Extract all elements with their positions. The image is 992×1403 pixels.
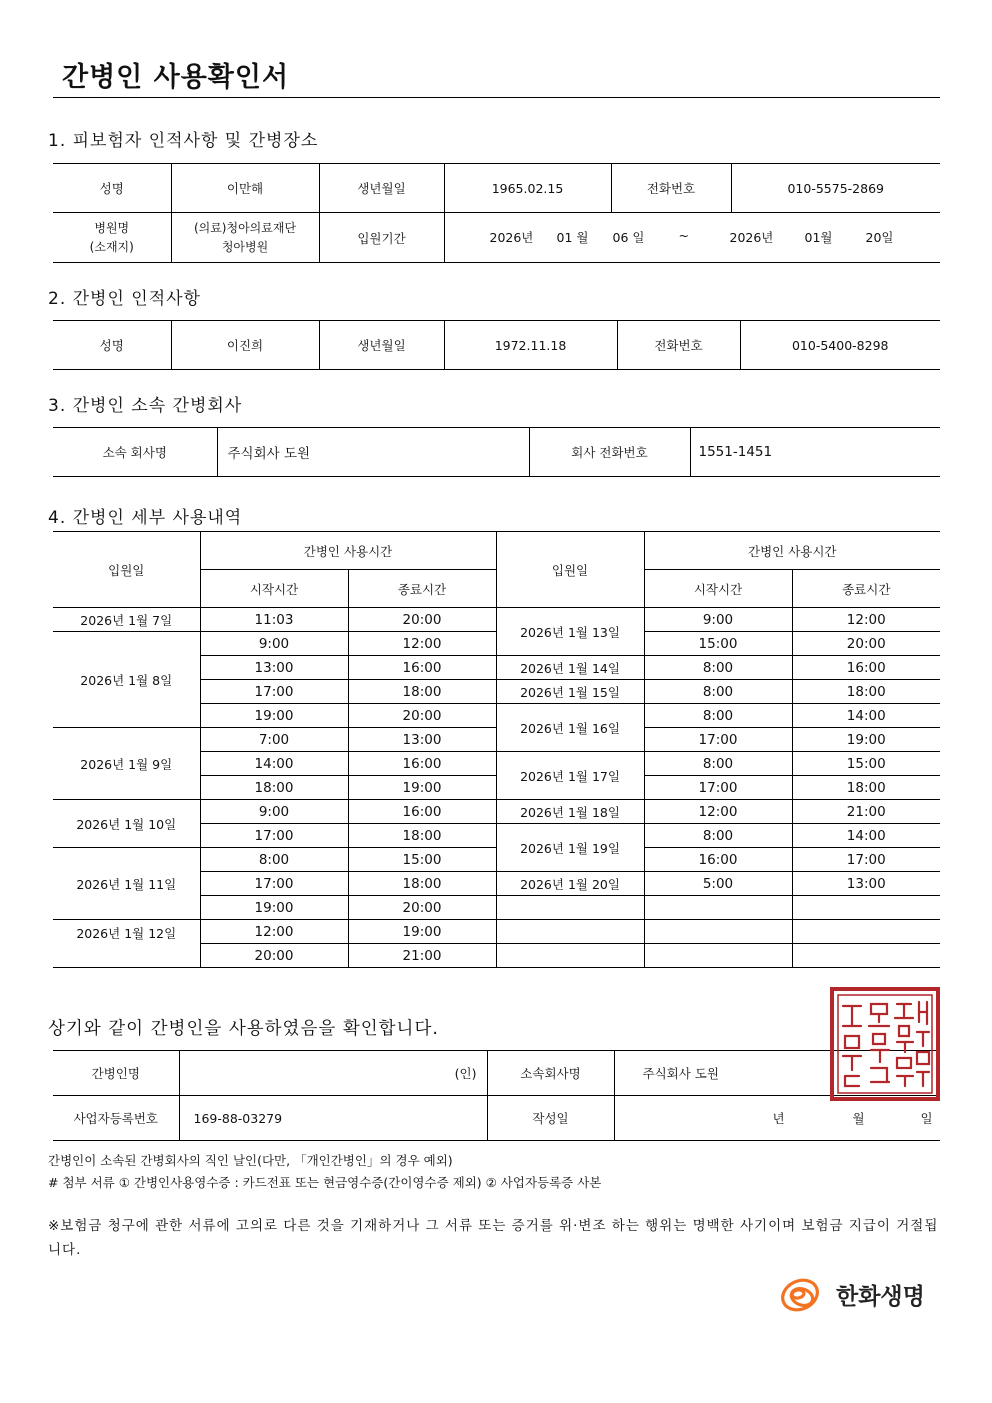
- admit-date: 2026년 1월 15일: [496, 680, 644, 704]
- end-time: 15:00: [348, 848, 496, 872]
- end-time: 19:00: [348, 920, 496, 944]
- admit-date: 2026년 1월 10일: [53, 800, 200, 848]
- start-time: 11:03: [200, 608, 348, 632]
- note-attachments: # 첨부 서류 ① 간병인사용영수증 : 카드전표 또는 현금영수증(간이영수증 제외) ② 사업자등록증 사본: [48, 1175, 602, 1190]
- start-time: 19:00: [200, 704, 348, 728]
- end-time: 12:00: [348, 632, 496, 656]
- start-time: 20:00: [200, 944, 348, 968]
- insured-phone-value: 010-5575-2869: [731, 164, 940, 213]
- end-time: 21:00: [792, 800, 940, 824]
- caregiver-phone-label: 전화번호: [617, 321, 740, 370]
- end-time: 20:00: [348, 896, 496, 920]
- end-time: 18:00: [348, 680, 496, 704]
- confirmation-text: 상기와 같이 간병인을 사용하였음을 확인합니다.: [48, 1019, 439, 1039]
- title-divider: [53, 97, 940, 98]
- hanwha-logo-icon: [778, 1275, 822, 1316]
- empty-cell: [792, 896, 940, 920]
- affiliated-company-value: 주식회사 도원: [614, 1051, 940, 1096]
- admit-date: 2026년 1월 8일: [53, 632, 200, 728]
- section3-heading: 3. 간병인 소속 간병회사: [48, 396, 243, 416]
- start-time: 8:00: [644, 752, 792, 776]
- usage-detail-table: [53, 531, 940, 968]
- start-time: 8:00: [200, 848, 348, 872]
- business-no-label: 사업자등록번호: [53, 1096, 179, 1141]
- caregiver-label: 간병인명: [53, 1051, 179, 1096]
- start-time: 12:00: [644, 800, 792, 824]
- start-time: 9:00: [644, 608, 792, 632]
- caregiver-birth-label: 생년월일: [319, 321, 444, 370]
- admit-date: 2026년 1월 18일: [496, 800, 644, 824]
- hospital-value: (의료)청아의료재단 청아병원: [171, 213, 319, 263]
- company-name-label: 소속 회사명: [53, 428, 217, 477]
- caregiver-info-table: [53, 320, 940, 370]
- caregiver-name-label: 성명: [53, 321, 171, 370]
- company-info-table: [53, 427, 940, 477]
- end-time: 14:00: [792, 704, 940, 728]
- admit-date: 2026년 1월 16일: [496, 704, 644, 752]
- start-time: 14:00: [200, 752, 348, 776]
- admit-date: 2026년 1월 20일: [496, 872, 644, 896]
- end-time: 20:00: [348, 704, 496, 728]
- end-time: 13:00: [792, 872, 940, 896]
- admit-date-header-left: 입원일: [53, 532, 200, 608]
- admit-date: 2026년 1월 9일: [53, 728, 200, 800]
- end-time: 16:00: [348, 656, 496, 680]
- start-time: 17:00: [200, 824, 348, 848]
- insured-info-table: [53, 163, 940, 263]
- section2-heading: 2. 간병인 인적사항: [48, 289, 201, 309]
- empty-cell: [644, 944, 792, 968]
- end-time: 12:00: [792, 608, 940, 632]
- start-time: 17:00: [200, 872, 348, 896]
- start-time: 9:00: [200, 632, 348, 656]
- seal-mark: (인): [454, 1066, 477, 1081]
- admit-date: 2026년 1월 12일: [53, 920, 200, 968]
- page-title: 간병인 사용확인서: [62, 62, 290, 93]
- admit-date: 2026년 1월 17일: [496, 752, 644, 800]
- logo-text: 한화생명: [836, 1284, 925, 1310]
- start-time: 16:00: [644, 848, 792, 872]
- section1-heading: 1. 피보험자 인적사항 및 간병장소: [48, 131, 319, 151]
- start-time: 8:00: [644, 824, 792, 848]
- start-time: 18:00: [200, 776, 348, 800]
- end-time: 16:00: [792, 656, 940, 680]
- start-time: 5:00: [644, 872, 792, 896]
- insured-birth-label: 생년월일: [319, 164, 444, 213]
- seal-graphic: [829, 986, 941, 1102]
- usage-time-header-right: 간병인 사용시간: [644, 532, 940, 570]
- end-time: 18:00: [792, 776, 940, 800]
- empty-cell: [496, 896, 644, 920]
- start-time: 8:00: [644, 656, 792, 680]
- admit-date: 2026년 1월 19일: [496, 824, 644, 872]
- admit-date-header-right: 입원일: [496, 532, 644, 608]
- start-time: 17:00: [644, 776, 792, 800]
- hospital-label: 병원명 (소재지): [53, 213, 171, 263]
- affiliated-company-label: 소속회사명: [487, 1051, 614, 1096]
- caregiver-name-value: 이진희: [171, 321, 319, 370]
- admit-date: 2026년 1월 13일: [496, 608, 644, 656]
- start-time: 8:00: [644, 680, 792, 704]
- end-time: 15:00: [792, 752, 940, 776]
- start-time: 15:00: [644, 632, 792, 656]
- start-time: 17:00: [200, 680, 348, 704]
- end-time: 21:00: [348, 944, 496, 968]
- end-time: 19:00: [792, 728, 940, 752]
- start-time: 7:00: [200, 728, 348, 752]
- hanwha-life-logo: [778, 1273, 938, 1321]
- start-time: 13:00: [200, 656, 348, 680]
- end-time: 18:00: [792, 680, 940, 704]
- start-time-header-right: 시작시간: [644, 570, 792, 608]
- end-time: 13:00: [348, 728, 496, 752]
- date-value: 년 월 일: [614, 1096, 940, 1141]
- empty-cell: [496, 944, 644, 968]
- company-phone-label: 회사 전화번호: [529, 428, 690, 477]
- start-time-header-left: 시작시간: [200, 570, 348, 608]
- insured-phone-label: 전화번호: [611, 164, 731, 213]
- usage-time-header-left: 간병인 사용시간: [200, 532, 496, 570]
- empty-cell: [644, 920, 792, 944]
- insured-name-label: 성명: [53, 164, 171, 213]
- end-time: 18:00: [348, 824, 496, 848]
- admission-period-value: 2026년 01 월 06 일 ~ 2026년 01월 20일: [444, 213, 940, 263]
- end-time: 17:00: [792, 848, 940, 872]
- admit-date: 2026년 1월 11일: [53, 848, 200, 920]
- start-time: 17:00: [644, 728, 792, 752]
- signature-table: [53, 1050, 940, 1141]
- start-time: 8:00: [644, 704, 792, 728]
- end-time-header-right: 종료시간: [792, 570, 940, 608]
- insured-birth-value: 1965.02.15: [444, 164, 611, 213]
- business-no-value: 169-88-03279: [179, 1096, 487, 1141]
- end-time: 20:00: [792, 632, 940, 656]
- caregiver-phone-value: 010-5400-8298: [740, 321, 940, 370]
- insured-name-value: 이만해: [171, 164, 319, 213]
- date-label: 작성일: [487, 1096, 614, 1141]
- note-seal: 간병인이 소속된 간병회사의 직인 날인(다만, 「개인간병인」의 경우 예외): [48, 1153, 453, 1168]
- company-seal: [829, 986, 941, 1102]
- warning-text: ※보험금 청구에 관한 서류에 고의로 다른 것을 기재하거나 그 서류 또는 증거를 위·변조 하는 행위는 명백한 사기이며 보험금 지급이 거절됩니다.: [48, 1218, 939, 1258]
- company-phone-value: 1551-1451: [690, 428, 940, 477]
- section4-heading: 4. 간병인 세부 사용내역: [48, 508, 243, 528]
- end-time: 16:00: [348, 800, 496, 824]
- caregiver-birth-value: 1972.11.18: [444, 321, 617, 370]
- end-time: 19:00: [348, 776, 496, 800]
- empty-cell: [792, 920, 940, 944]
- empty-cell: [792, 944, 940, 968]
- admit-date: 2026년 1월 7일: [53, 608, 200, 632]
- end-time: 14:00: [792, 824, 940, 848]
- end-time: 20:00: [348, 608, 496, 632]
- empty-cell: [644, 896, 792, 920]
- end-time-header-left: 종료시간: [348, 570, 496, 608]
- empty-cell: [496, 920, 644, 944]
- end-time: 18:00: [348, 872, 496, 896]
- start-time: 12:00: [200, 920, 348, 944]
- admit-date: 2026년 1월 14일: [496, 656, 644, 680]
- caregiver-sign-field: [179, 1051, 487, 1096]
- start-time: 19:00: [200, 896, 348, 920]
- admission-period-label: 입원기간: [319, 213, 444, 263]
- end-time: 16:00: [348, 752, 496, 776]
- start-time: 9:00: [200, 800, 348, 824]
- company-name-value: 주식회사 도원: [217, 428, 529, 477]
